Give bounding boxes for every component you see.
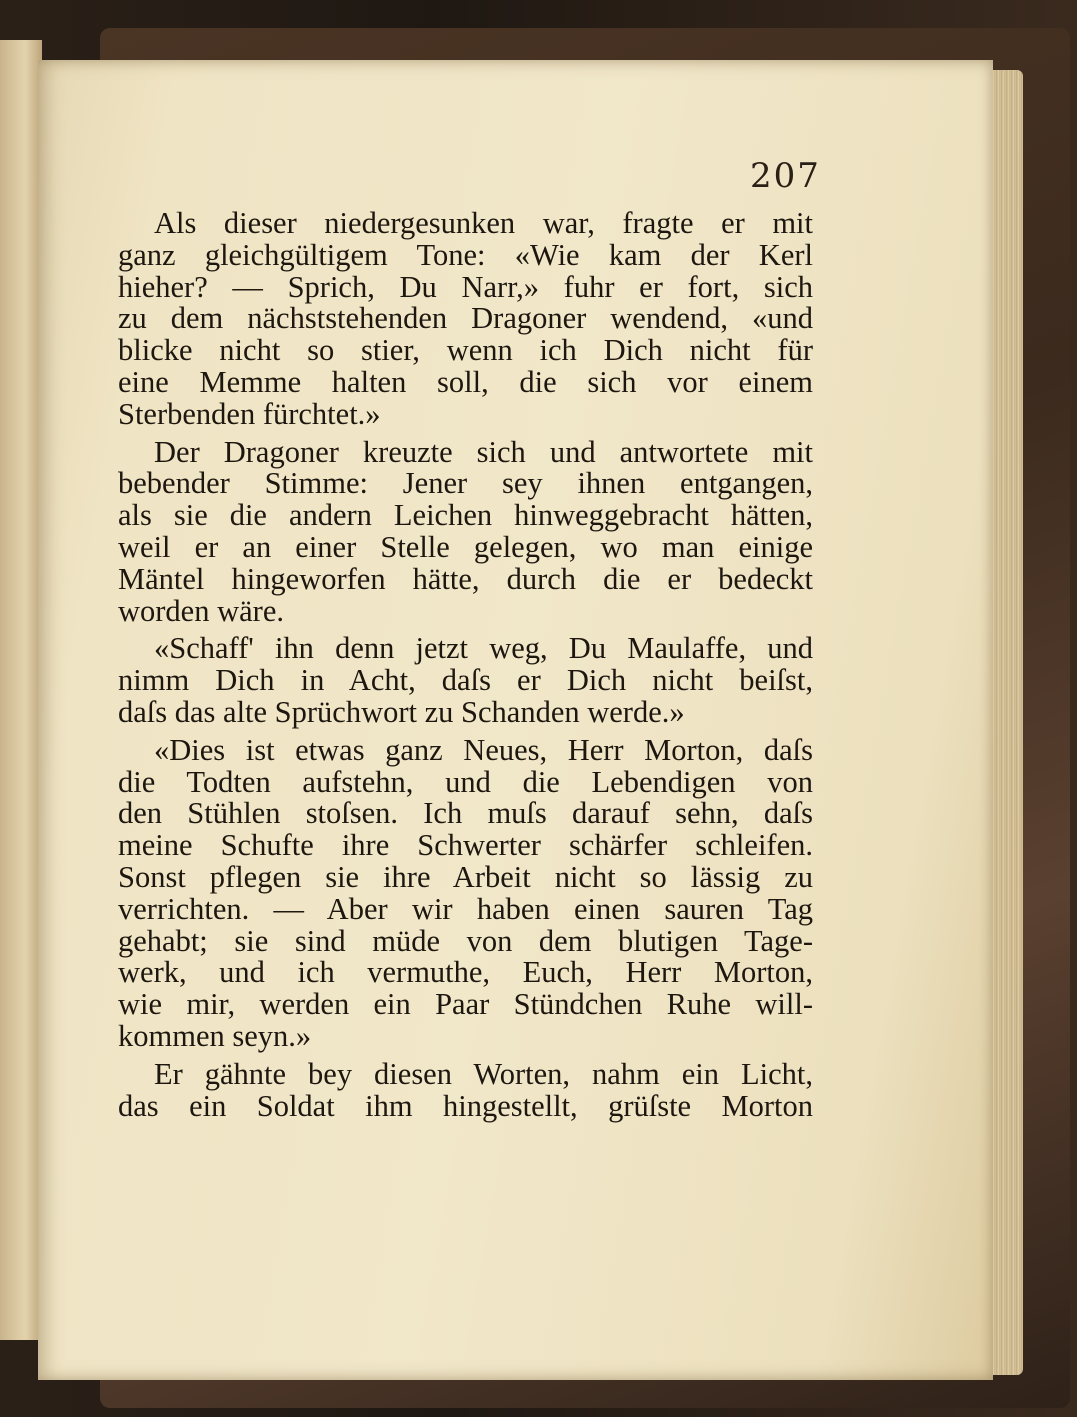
paragraph	[118, 732, 813, 1053]
paragraph	[118, 434, 813, 628]
text-line: blicke nicht so stier, wenn ich Dich nicht für	[118, 333, 813, 368]
text-line: «Schaff' ihn denn jetzt weg, Du Maulaffe, und	[154, 631, 813, 666]
text-line: nimm Dich in Acht, daſs er Dich nicht beiſst,	[118, 663, 813, 698]
text-line: hieher? — Sprich, Du Narr,» fuhr er fort, sich	[118, 269, 813, 304]
left-page-edge	[0, 40, 42, 1340]
paragraph	[118, 208, 813, 431]
book-page	[38, 60, 993, 1380]
text-line: Der Dragoner kreuzte sich und antwortete mit	[154, 434, 813, 469]
text-line: meine Schufte ihre Schwerter schärfer schleifen.	[118, 828, 813, 863]
text-line: die Todten aufstehn, und die Lebendigen von	[118, 764, 813, 799]
text-line: gehabt; sie sind müde von dem blutigen Tage-	[118, 923, 813, 958]
text-line: «Dies ist etwas ganz Neues, Herr Morton, daſs	[154, 732, 813, 767]
text-line: bebender Stimme: Jener sey ihnen entgangen,	[118, 466, 813, 501]
text-line: werk, und ich vermuthe, Euch, Herr Morton,	[118, 955, 813, 990]
page-text	[118, 208, 813, 1128]
text-line: kommen seyn.»	[118, 1018, 312, 1053]
text-line: Sterbenden fürchtet.»	[118, 396, 381, 431]
text-line: eine Memme halten soll, die sich vor einem	[118, 364, 813, 399]
text-line: Mäntel hingeworfen hätte, durch die er bedeckt	[118, 561, 813, 596]
text-line: daſs das alte Sprüchwort zu Schanden werde.»	[118, 694, 685, 729]
text-line: das ein Soldat ihm hingestellt, grüſste Morton	[118, 1088, 813, 1123]
paragraph	[118, 633, 813, 728]
text-line: wie mir, werden ein Paar Stündchen Ruhe will-	[118, 987, 813, 1022]
text-line: weil er an einer Stelle gelegen, wo man einige	[118, 529, 813, 564]
text-line: den Stühlen stoſsen. Ich muſs darauf sehn, daſs	[118, 796, 813, 831]
text-line: verrichten. — Aber wir haben einen sauren Tag	[118, 891, 813, 926]
text-line: worden wäre.	[118, 593, 284, 628]
text-line: Sonst pflegen sie ihre Arbeit nicht so lässig zu	[118, 859, 813, 894]
paragraph	[118, 1056, 813, 1123]
text-line: als sie die andern Leichen hinweggebracht hätten,	[118, 498, 813, 533]
page-number: 207	[750, 156, 821, 196]
text-line: Er gähnte bey diesen Worten, nahm ein Licht,	[154, 1056, 813, 1091]
text-line: zu dem nächststehenden Dragoner wendend, «und	[118, 301, 813, 336]
text-line: Als dieser niedergesunken war, fragte er mit	[154, 206, 813, 240]
text-line: ganz gleichgültigem Tone: «Wie kam der Kerl	[118, 237, 813, 272]
